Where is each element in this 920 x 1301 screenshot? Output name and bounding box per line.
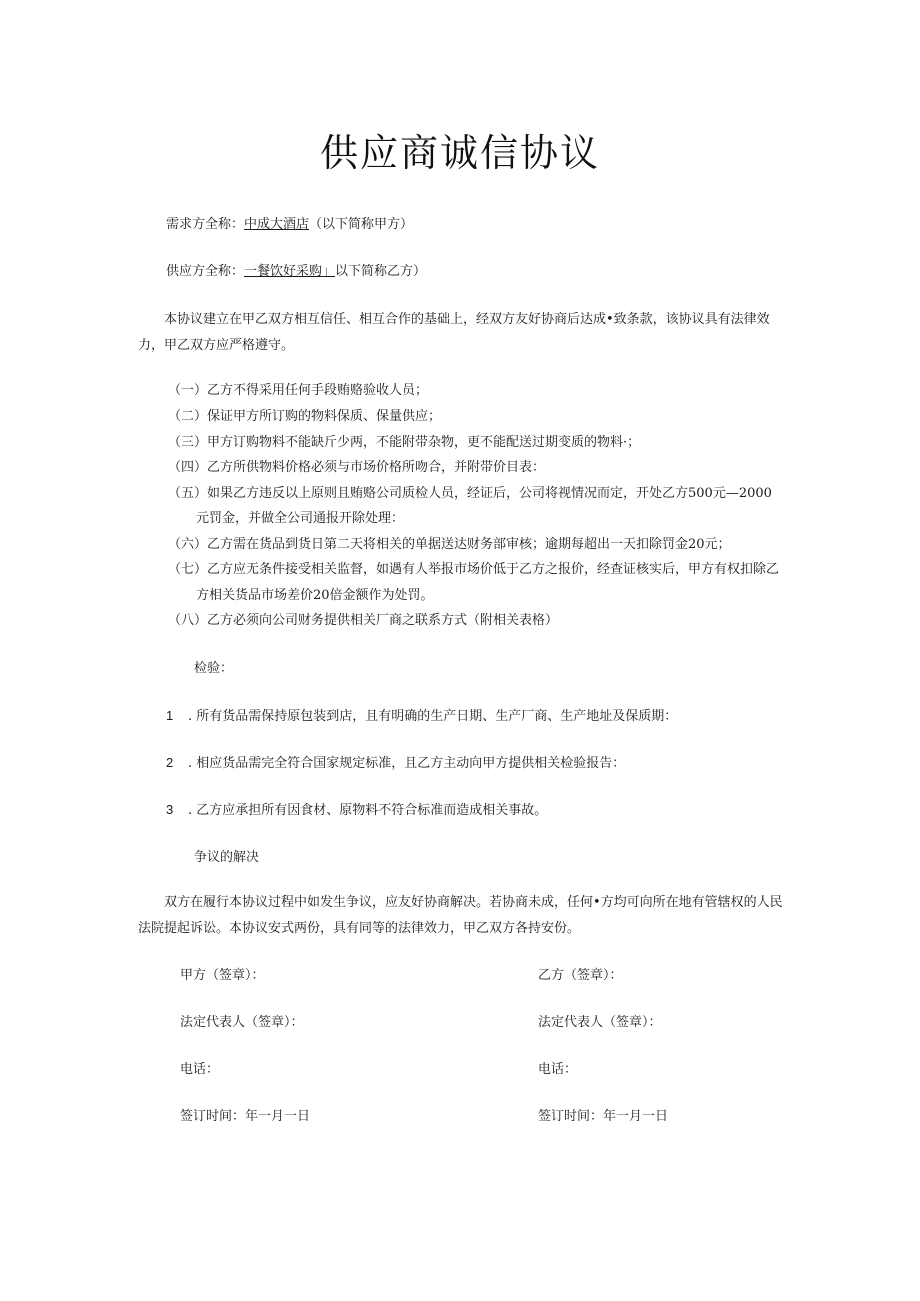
clause-8: （八）乙方必须向公司财务提供相关厂商之联系方式（附相关表格）: [168, 613, 559, 628]
clause-5: （五）如果乙方违反以上原则且贿赂公司质检人员，经证后，公司将视情况而定，开处乙方500元—2000: [168, 486, 772, 501]
clause-4: （四）乙方所供物料价格必须与市场价格所吻合，并附带价目表：: [168, 460, 546, 475]
party-a-representative: 法定代表人（签章）：: [180, 1015, 304, 1030]
clause-2: （二）保证甲方所订购的物料保质、保量供应；: [168, 409, 442, 424]
inspection-item-3: [166, 797, 547, 824]
inspection-item-text: . 乙方应承担所有因食材、原物料不符合标准而造成相关事故。: [188, 803, 548, 818]
party-a-sign-date: 签订时间：年一月一日: [180, 1109, 311, 1124]
inspection-item-number: 2: [166, 755, 174, 770]
supplier-line: [166, 259, 426, 285]
buyer-suffix: （以下简称甲方）: [309, 217, 414, 232]
clause-3: （三）甲方订购物料不能缺斤少两，不能附带杂物，更不能配送过期变质的物料·；: [168, 435, 641, 450]
intro-paragraph: [138, 307, 788, 359]
buyer-name: 中成大酒店: [244, 217, 310, 232]
supplier-suffix: 以下简称乙方）: [335, 264, 427, 279]
inspection-item-2: [166, 750, 625, 777]
clause-6: （六）乙方需在货品到货日第二天将相关的单据送达财务部审核；逾期每超出一天扣除罚金20元；: [168, 537, 731, 552]
clause-1: （一）乙方不得采用任何手段贿赂验收人员；: [168, 383, 429, 398]
buyer-label: 需求方全称：: [166, 217, 245, 232]
supplier-label: 供应方全称：: [166, 264, 245, 279]
intro-text: 本协议建立在甲乙双方相互信任、相互合作的基础上，经双方友好协商后达成•致条款，该协议具有法律效力，甲乙双方应严格遵守。: [138, 312, 770, 353]
clause-5-continued: 元罚金，并做全公司通报开除处理：: [196, 511, 405, 526]
dispute-paragraph: [138, 890, 788, 942]
inspection-item-text: . 相应货品需完全符合国家规定标准，且乙方主动向甲方提供相关检验报告：: [188, 756, 626, 771]
buyer-line: [166, 212, 413, 238]
inspection-heading: 检验：: [194, 661, 234, 676]
party-b-sign-date: 签订时间：年一月一日: [538, 1109, 669, 1124]
party-b-phone: 电话：: [538, 1062, 578, 1077]
supplier-name: 一餐饮好采购」: [244, 264, 336, 279]
inspection-item-1: [166, 703, 677, 730]
party-b-seal: 乙方（签章）：: [538, 968, 623, 983]
inspection-item-number: 3: [166, 802, 174, 817]
clause-7-continued: 方相关货品市场差价20倍金额作为处罚。: [196, 588, 434, 603]
document-title: 供应商诚信协议: [319, 131, 600, 175]
clause-7: （七）乙方应无条件接受相关监督，如遇有人举报市场价低于乙方之报价，经查证核实后，甲方有权扣除乙: [168, 562, 780, 577]
dispute-text: 双方在履行本协议过程中如发生争议，应友好协商解决。若协商未成，任何•方均可向所在地有管辖权的人民法院提起诉讼。本协议安式两份，具有同等的法律效力，甲乙双方各持安份。: [138, 895, 783, 936]
party-b-representative: 法定代表人（签章）：: [538, 1015, 662, 1030]
party-a-phone: 电话：: [180, 1062, 220, 1077]
dispute-heading: 争议的解决: [194, 850, 260, 865]
inspection-item-text: . 所有货品需保持原包装到店，且有明确的生产日期、生产厂商、生产地址及保质期：: [188, 709, 678, 724]
inspection-item-number: 1: [166, 708, 174, 723]
party-a-seal: 甲方（签章）：: [180, 968, 265, 983]
